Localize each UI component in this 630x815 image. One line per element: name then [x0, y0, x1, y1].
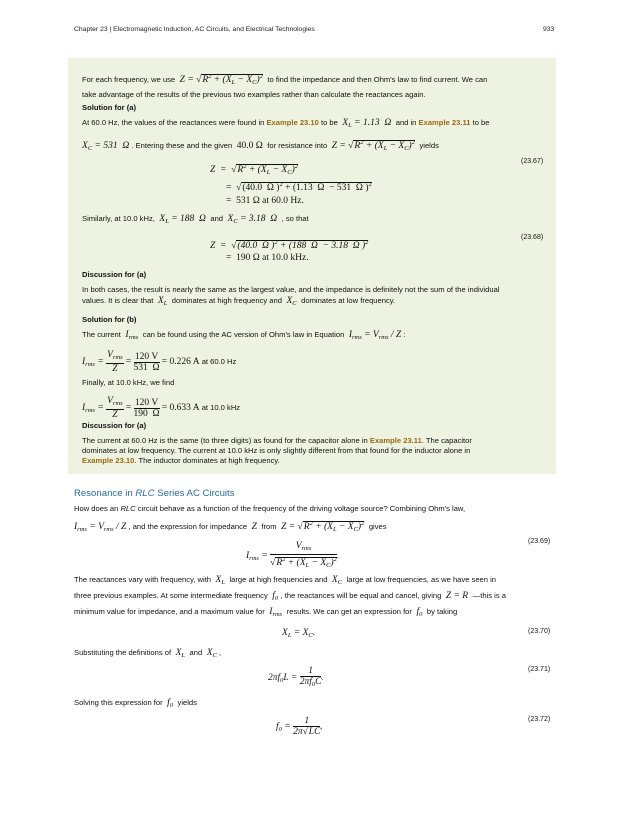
current-10khz-equation: $I_{rms}$ = $\frac{V_{rms}}{Z}$ = $\frac{120 V}{190 \Omega}$ = 0.633 A at 10.0 kHz [82, 396, 241, 420]
equation-number: (23.72) [528, 716, 551, 723]
equation-23-67: $Z = √R^2 + (X_L - X_C)^2$ [210, 163, 298, 176]
example-link[interactable]: Example 23.10 [82, 456, 135, 465]
equation-number: (23.67) [521, 158, 544, 165]
solution-a-heading: Solution for (a) [82, 103, 136, 112]
equation-number: (23.70) [528, 628, 551, 635]
section-title: Resonance in RLC Series AC Circuits [74, 488, 235, 499]
similarly-line: Similarly, at 10.0 kHz, $X_L = 188$ Ω and $X_C = 3.18$ Ω , so that [82, 214, 309, 225]
equation-number: (23.69) [528, 538, 551, 545]
section-para-4: three previous examples. At some intermediate frequency $f_0$ , the reactances will be equal and cancel, giving Z = R —this is a [74, 591, 506, 602]
discussion-b-line-3: Example 23.10. The inductor dominates at high frequency. [82, 456, 280, 465]
chapter-header: Chapter 23 | Electromagnetic Induction, AC Circuits, and Electrical Technologies [74, 26, 315, 33]
discussion-a-line-1: In both cases, the result is nearly the same as the largest value, and the impedance is definitely not the sum of the individual [82, 285, 500, 294]
section-para-5: minimum value for impedance, and a maximum value for $I_{rms}$ results. We can get an expression for $f_0$ by taking [74, 607, 458, 618]
equation-23-72: $f_0$ = $\frac{1}{2\pi√LC}$ , [276, 716, 323, 737]
discussion-a-line-2: values. It is clear that $X_L$ dominates at high frequency and $X_C$ dominates at low frequency. [82, 296, 396, 307]
intro-line-3: take advantage of the results of the previous two examples rather than calculate the reactances again. [82, 90, 426, 99]
equation-23-70: $X_L = X_C$. [282, 628, 316, 639]
solution-b-line-1: The current $I_{rms}$ can be found using the AC version of Ohm's law in Equation $I_{rms} = V_{rms} / Z$ : [82, 330, 406, 341]
finally-line: Finally, at 10.0 kHz, we find [82, 378, 175, 387]
section-para-1: How does an RLC circuit behave as a function of the frequency of the driving voltage source? Combining Ohm's law, [74, 504, 466, 513]
example-link[interactable]: Example 23.11 [418, 118, 471, 127]
solution-b-heading: Solution for (b) [82, 315, 137, 324]
section-para-7: Solving this expression for $f_0$ yields [74, 698, 197, 709]
impedance-formula: $Z = √R^2 + (X_L - X_C)^2$ [177, 73, 263, 86]
section-para-2: $I_{rms} = V_{rms} / Z$ , and the expression for impedance Z from $Z = √R^2 + (X_L - X_C)^2$ gives [74, 520, 387, 533]
equation-23-68: Z = √(40.0 Ω )$^2$ + (188 Ω − 3.18 Ω )$^2$ [210, 239, 369, 251]
equation-23-71: $2\pi f_0L$ = $\frac{1}{2\pi f_0C}$ . [268, 666, 324, 688]
example-link[interactable]: Example 23.11 [369, 436, 422, 445]
discussion-a-heading: Discussion for (a) [82, 270, 147, 279]
section-para-3: The reactances vary with frequency, with $X_L$ large at high frequencies and $X_C$ large at low frequencies, as we have seen in [74, 575, 497, 586]
equation-23-69: $I_{rms}$ = $\frac{V_{rms}}{√R^2 + (X_L - X_C)^2}$ . [246, 541, 340, 569]
solution-a-line-1: At 60.0 Hz, the values of the reactances were found in Example 23.10 to be $X_L = 1.13$ Ω and in Example 23.11 to be [82, 118, 490, 129]
page-number: 933 [543, 26, 555, 33]
current-60hz-equation: $I_{rms}$ = $\frac{V_{rms}}{Z}$ = $\frac{120 V}{531 \Omega}$ = 0.226 A at 60.0 Hz [82, 350, 237, 374]
example-link[interactable]: Example 23.10 [266, 118, 319, 127]
equation-number: (23.68) [521, 234, 544, 241]
solution-a-line-2: $X_C = 531$ Ω . Entering these and the given 40.0 Ω for resistance into $Z = √R^2 + (X_L - X_C)^2$ yields [82, 139, 439, 152]
equation-number: (23.71) [528, 666, 551, 673]
discussion-b-heading: Discussion for (a) [82, 421, 147, 430]
section-para-6: Substituting the definitions of $X_L$ and $X_C$ , [74, 648, 222, 659]
discussion-b-line-1: The current at 60.0 Hz is the same (to three digits) as found for the capacitor alone in Example 23.11. The capacitor [82, 436, 472, 445]
intro-line-1: For each frequency, we use $Z = √R^2 + (X_L - X_C)^2$ to find the impedance and then Ohm's law to find current. We can [82, 73, 488, 86]
discussion-b-line-2: dominates at low frequency. The current at 10.0 kHz is only slightly different from that found for the inductor alone in [82, 446, 471, 455]
